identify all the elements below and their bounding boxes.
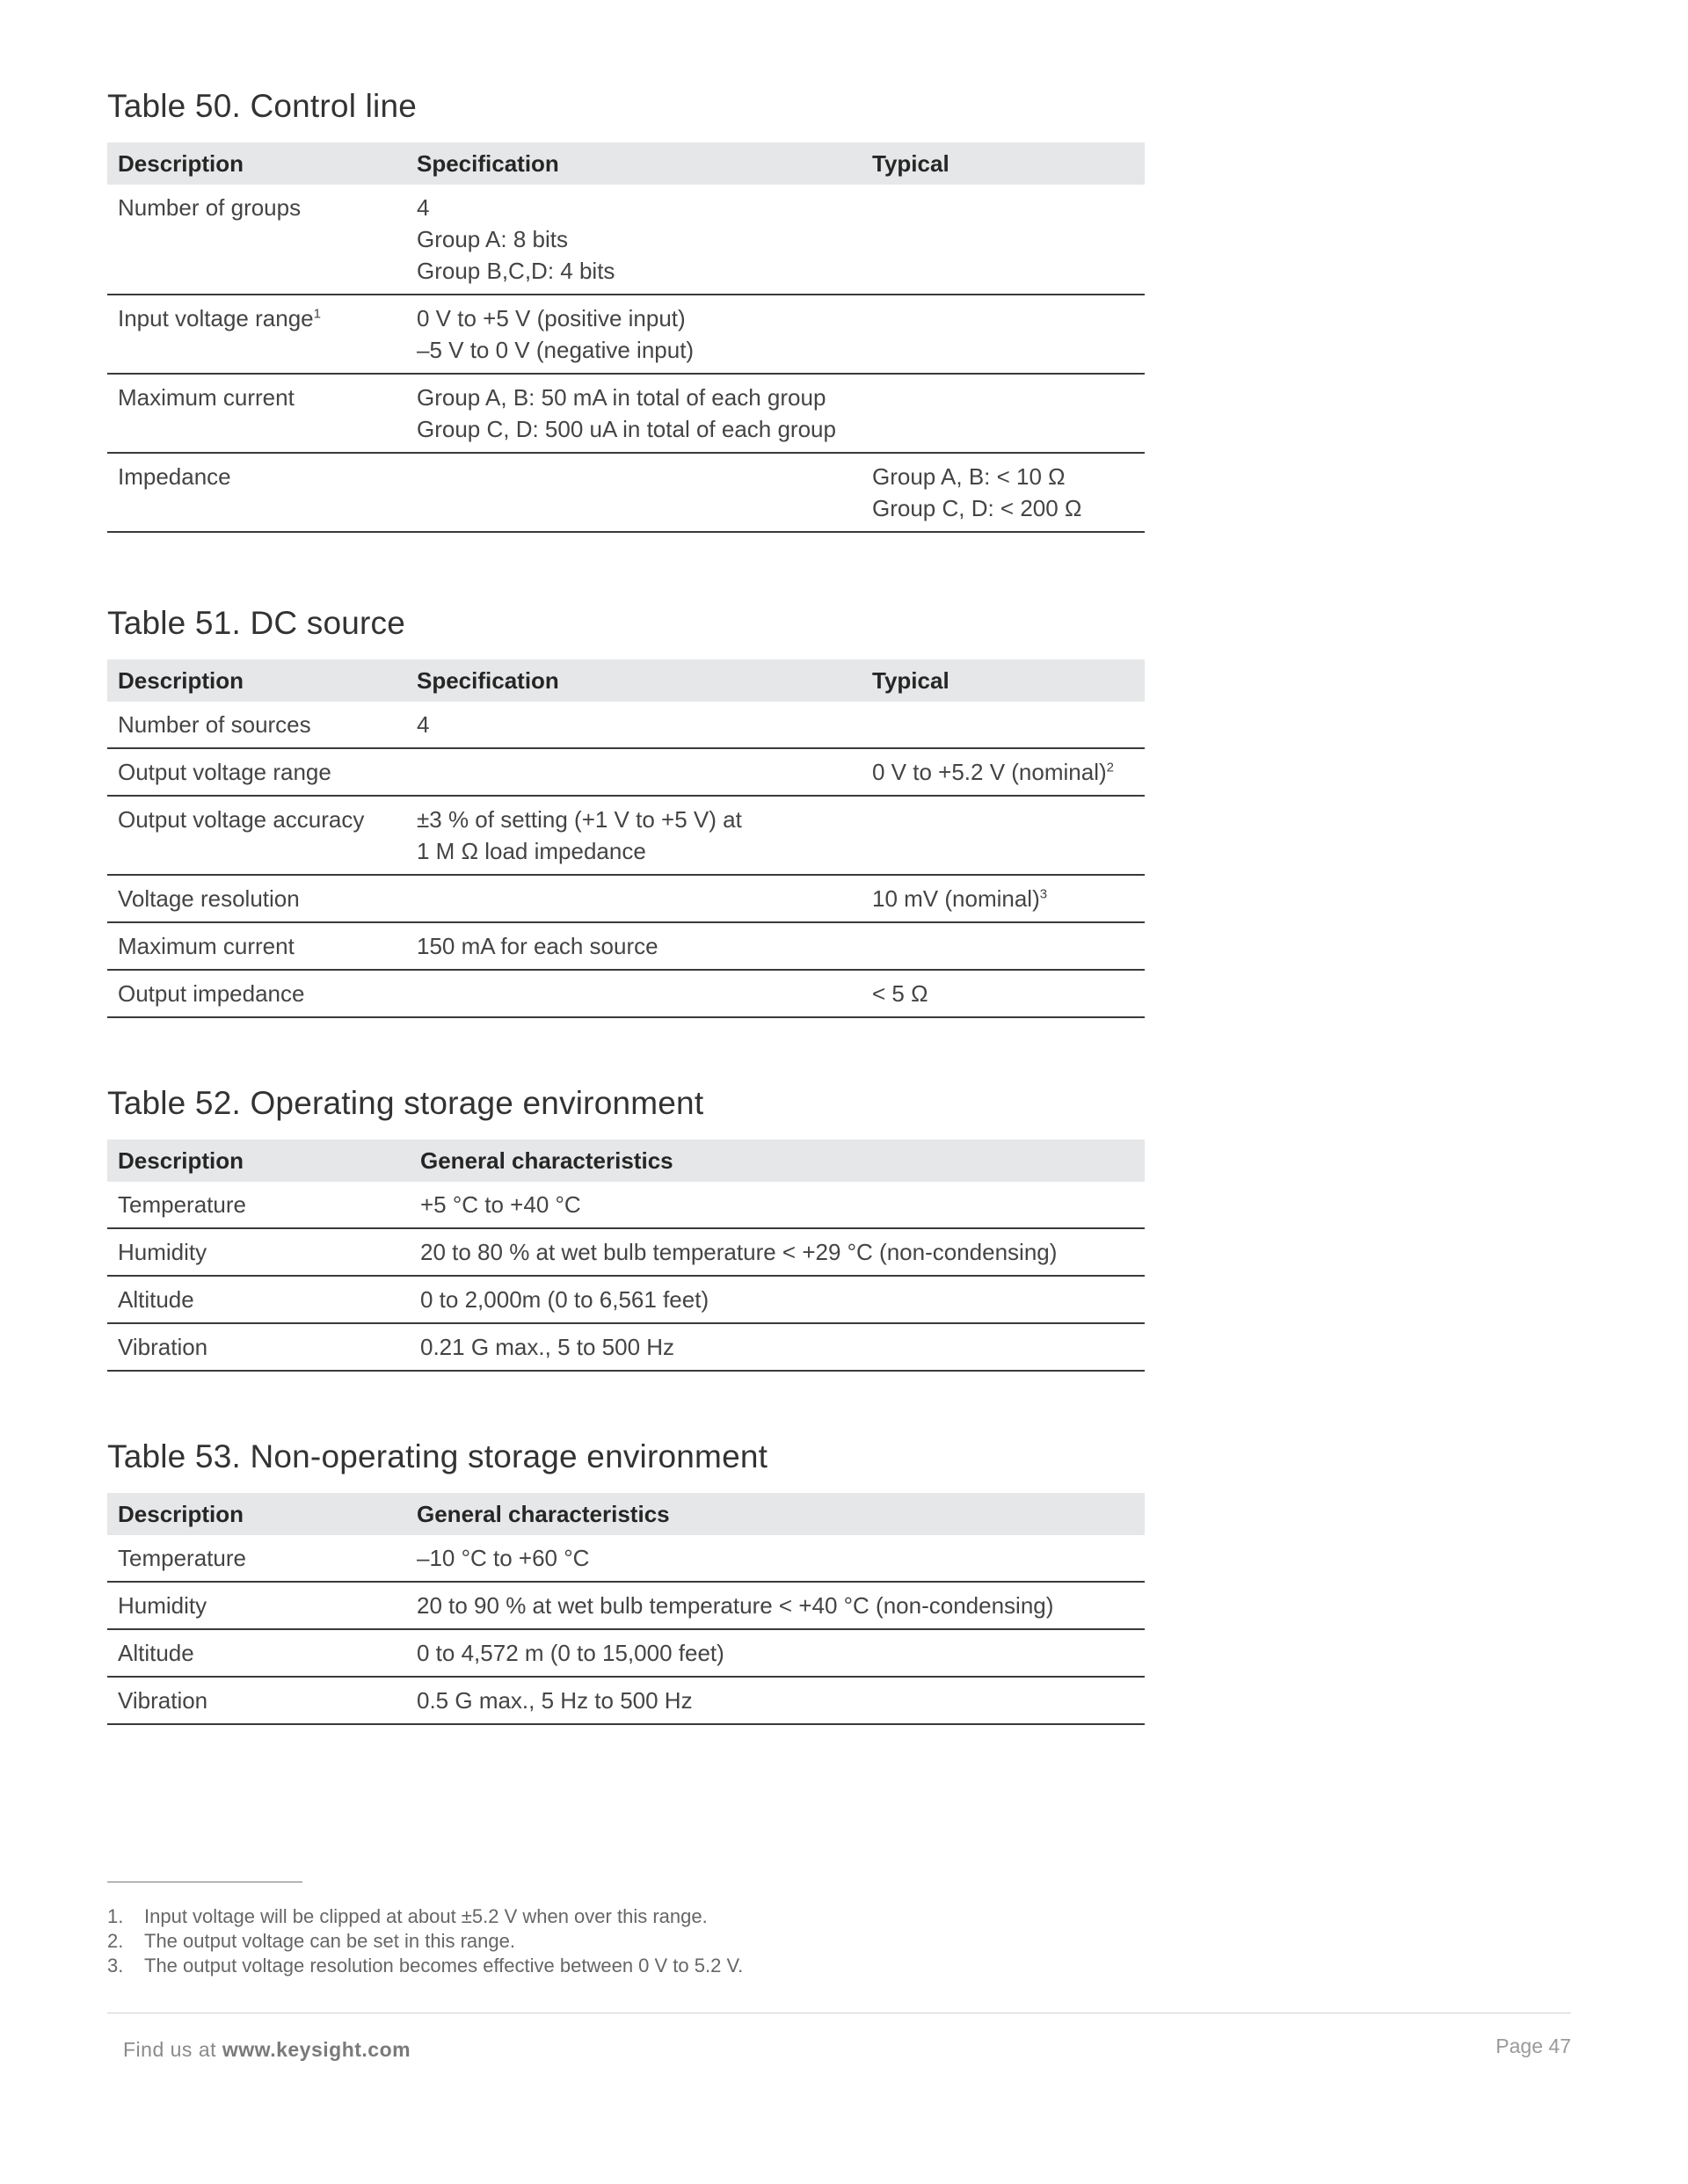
table-header-row [107, 659, 1145, 702]
footnote-text: Input voltage will be clipped at about ±5.2 V when over this range. [144, 1905, 708, 1927]
footnote-number: 2. [107, 1930, 124, 1952]
table-51-section [107, 605, 1145, 1018]
table-header-row [107, 1139, 1145, 1182]
cell-description: Temperature [107, 1182, 410, 1228]
header-description: Description [107, 1493, 406, 1535]
table-52-title: Table 52. Operating storage environment [107, 1085, 704, 1121]
footer-prefix: Find us at [123, 2038, 222, 2061]
cell-specification [406, 453, 862, 532]
table-row [107, 1182, 1145, 1228]
cell-description: Maximum current [107, 374, 406, 453]
operating-environment-table [107, 1139, 1145, 1372]
table-row [107, 1323, 1145, 1371]
cell-description: Output voltage range [107, 748, 406, 796]
header-description: Description [107, 659, 406, 702]
table-row [107, 922, 1145, 970]
table-header-row [107, 142, 1145, 185]
table-row [107, 374, 1145, 453]
header-typical: Typical [862, 142, 1145, 185]
cell-description: Voltage resolution [107, 875, 406, 922]
cell-specification: 150 mA for each source [406, 922, 862, 970]
page-content [107, 88, 1145, 1725]
table-row [107, 1276, 1145, 1323]
cell-description: Output voltage accuracy [107, 796, 406, 875]
cell-description: Vibration [107, 1677, 406, 1724]
cell-value: 0 to 2,000m (0 to 6,561 feet) [410, 1276, 1145, 1323]
cell-value: 0.5 G max., 5 Hz to 500 Hz [406, 1677, 1145, 1724]
cell-typical [862, 796, 1145, 875]
footnotes [107, 1904, 743, 1978]
dc-source-table [107, 659, 1145, 1018]
table-row [107, 796, 1145, 875]
table-row [107, 1677, 1145, 1724]
footnote-item [107, 1904, 743, 1929]
cell-typical [862, 374, 1145, 453]
cell-description: Temperature [107, 1535, 406, 1582]
cell-typical: 10 mV (nominal)$^3$ [862, 875, 1145, 922]
cell-description: Number of sources [107, 702, 406, 748]
cell-specification [406, 970, 862, 1017]
cell-description: Altitude [107, 1629, 406, 1677]
footnote-text: The output voltage resolution becomes effective between 0 V to 5.2 V. [144, 1955, 744, 1977]
cell-value: +5 °C to +40 °C [410, 1182, 1145, 1228]
cell-value: 0 to 4,572 m (0 to 15,000 feet) [406, 1629, 1145, 1677]
table-row [107, 1582, 1145, 1629]
table-51-title: Table 51. DC source [107, 605, 406, 641]
table-row [107, 1629, 1145, 1677]
header-specification: Specification [406, 142, 862, 185]
cell-typical [862, 922, 1145, 970]
cell-description: Humidity [107, 1228, 410, 1276]
table-row [107, 875, 1145, 922]
cell-specification: 4 [406, 702, 862, 748]
table-50-section [107, 88, 1145, 533]
table-52-section [107, 1085, 1145, 1372]
cell-typical: 0 V to +5.2 V (nominal)$^2$ [862, 748, 1145, 796]
cell-description: Impedance [107, 453, 406, 532]
cell-specification [406, 875, 862, 922]
table-53-title: Table 53. Non-operating storage environment [107, 1438, 768, 1474]
cell-value: 0.21 G max., 5 to 500 Hz [410, 1323, 1145, 1371]
footnote-ref: 3 [1039, 886, 1048, 902]
table-header-row [107, 1493, 1145, 1535]
cell-description: Altitude [107, 1276, 410, 1323]
cell-typical: Group A, B: < 10 Ω Group C, D: < 200 Ω [862, 453, 1145, 532]
cell-typical [862, 702, 1145, 748]
footnote-item [107, 1929, 743, 1954]
cell-specification: ±3 % of setting (+1 V to +5 V) at 1 M Ω load impedance [406, 796, 862, 875]
cell-description: Humidity [107, 1582, 406, 1629]
website-link[interactable]: www.keysight.com [222, 2038, 411, 2061]
header-description: Description [107, 142, 406, 185]
table-row [107, 295, 1145, 374]
footnote-ref: 2 [1106, 760, 1114, 775]
cell-value: 20 to 80 % at wet bulb temperature < +29 °C (non-condensing) [410, 1228, 1145, 1276]
footnote-ref: 1 [313, 306, 321, 322]
cell-typical: < 5 Ω [862, 970, 1145, 1017]
cell-specification: Group A, B: 50 mA in total of each group Group C, D: 500 uA in total of each group [406, 374, 862, 453]
cell-value: –10 °C to +60 °C [406, 1535, 1145, 1582]
table-50-title: Table 50. Control line [107, 88, 417, 124]
cell-typical [862, 295, 1145, 374]
header-general-characteristics: General characteristics [410, 1139, 1145, 1182]
cell-description: Output impedance [107, 970, 406, 1017]
header-description: Description [107, 1139, 410, 1182]
cell-specification: 4 Group A: 8 bits Group B,C,D: 4 bits [406, 185, 862, 295]
table-53-section [107, 1438, 1145, 1725]
cell-specification: 0 V to +5 V (positive input) –5 V to 0 V (negative input) [406, 295, 862, 374]
page-number: Page 47 [1495, 2035, 1571, 2057]
header-general-characteristics: General characteristics [406, 1493, 1145, 1535]
table-row [107, 970, 1145, 1017]
cell-description: Number of groups [107, 185, 406, 295]
footnote-text: The output voltage can be set in this range. [144, 1930, 515, 1952]
control-line-table [107, 142, 1145, 533]
non-operating-environment-table [107, 1493, 1145, 1725]
footnote-number: 1. [107, 1905, 124, 1927]
table-row [107, 1228, 1145, 1276]
cell-description: Vibration [107, 1323, 410, 1371]
table-row [107, 702, 1145, 748]
cell-description: Maximum current [107, 922, 406, 970]
cell-specification [406, 748, 862, 796]
table-row [107, 185, 1145, 295]
cell-typical [862, 185, 1145, 295]
table-row [107, 1535, 1145, 1582]
footnote-item [107, 1954, 743, 1978]
header-typical: Typical [862, 659, 1145, 702]
cell-description: Input voltage range$^1$ [107, 295, 406, 374]
table-row [107, 748, 1145, 796]
footer-find-us [123, 2038, 411, 2062]
footnote-number: 3. [107, 1955, 124, 1977]
table-row [107, 453, 1145, 532]
header-specification: Specification [406, 659, 862, 702]
cell-value: 20 to 90 % at wet bulb temperature < +40 °C (non-condensing) [406, 1582, 1145, 1629]
